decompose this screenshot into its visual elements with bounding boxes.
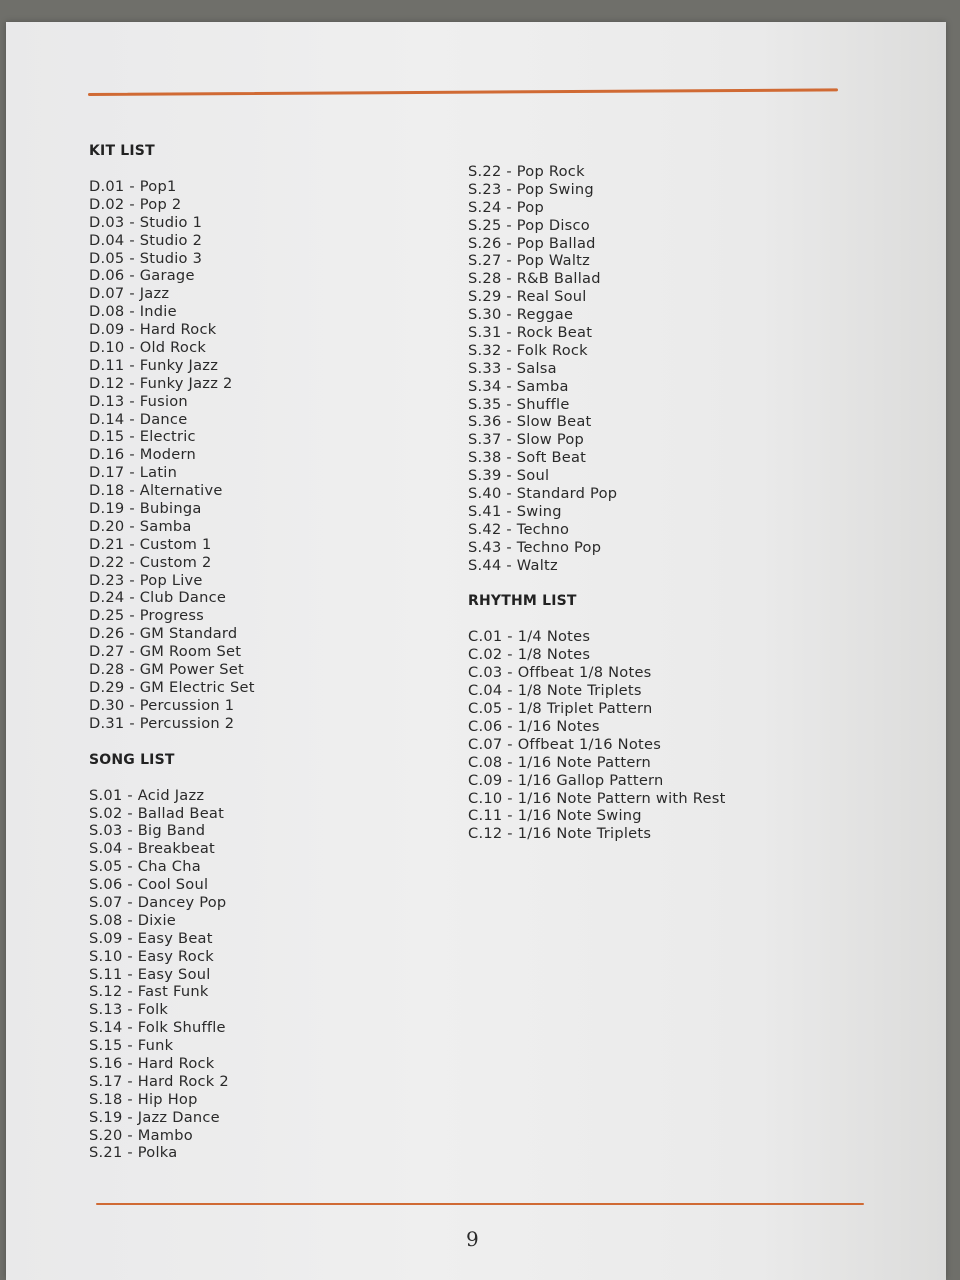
- list-item: S.13 - Folk: [89, 1001, 169, 1019]
- top-orange-rule: [88, 88, 838, 96]
- list-item: S.27 - Pop Waltz: [468, 252, 591, 270]
- list-item: D.03 - Studio 1: [89, 213, 203, 231]
- list-item: S.39 - Soul: [468, 467, 550, 485]
- list-item: D.29 - GM Electric Set: [89, 678, 255, 696]
- list-item: C.08 - 1/16 Note Pattern: [468, 753, 652, 771]
- song-list-left: [89, 787, 419, 1163]
- list-item: S.30 - Reggae: [468, 306, 574, 324]
- manual-page: [6, 22, 946, 1280]
- list-item: S.31 - Rock Beat: [468, 324, 593, 342]
- list-item: S.19 - Jazz Dance: [89, 1108, 220, 1126]
- list-item: S.02 - Ballad Beat: [89, 804, 225, 822]
- list-item: D.27 - GM Room Set: [89, 643, 242, 661]
- list-item: S.21 - Polka: [89, 1144, 178, 1162]
- list-item: S.15 - Funk: [89, 1037, 174, 1055]
- list-item: S.18 - Hip Hop: [89, 1090, 198, 1108]
- list-item: D.05 - Studio 3: [89, 249, 203, 267]
- list-item: S.36 - Slow Beat: [468, 413, 592, 431]
- list-item: D.31 - Percussion 2: [89, 714, 235, 732]
- list-item: S.32 - Folk Rock: [468, 341, 588, 359]
- list-item: D.06 - Garage: [89, 267, 195, 285]
- list-item: S.44 - Waltz: [468, 556, 558, 574]
- list-item: D.17 - Latin: [89, 464, 178, 482]
- list-item: D.22 - Custom 2: [89, 553, 212, 571]
- left-column: [89, 142, 419, 1162]
- list-item: S.23 - Pop Swing: [468, 180, 594, 198]
- rhythm-list-heading: RHYTHM LIST: [468, 593, 577, 610]
- list-item: S.25 - Pop Disco: [468, 216, 590, 234]
- list-item: S.40 - Standard Pop: [468, 485, 618, 503]
- list-item: D.30 - Percussion 1: [89, 696, 235, 714]
- list-item: S.04 - Breakbeat: [89, 840, 215, 858]
- list-item: C.05 - 1/8 Triplet Pattern: [468, 700, 653, 718]
- list-item: C.12 - 1/16 Note Triplets: [468, 825, 652, 843]
- list-item: D.10 - Old Rock: [89, 339, 207, 357]
- list-item: D.19 - Bubinga: [89, 500, 202, 518]
- list-item: S.26 - Pop Ballad: [468, 234, 596, 252]
- bottom-orange-rule: [96, 1203, 864, 1205]
- list-item: D.23 - Pop Live: [89, 571, 203, 589]
- list-item: S.41 - Swing: [468, 502, 562, 520]
- list-item: S.38 - Soft Beat: [468, 449, 587, 467]
- rhythm-list: [468, 628, 888, 843]
- list-item: S.22 - Pop Rock: [468, 163, 585, 180]
- list-item: D.02 - Pop 2: [89, 195, 182, 213]
- list-item: S.37 - Slow Pop: [468, 431, 585, 449]
- song-list-heading: SONG LIST: [89, 751, 175, 768]
- list-item: S.42 - Techno: [468, 520, 570, 538]
- list-item: S.43 - Techno Pop: [468, 538, 602, 556]
- song-list-right: [468, 163, 888, 574]
- list-item: D.26 - GM Standard: [89, 625, 238, 643]
- list-item: S.01 - Acid Jazz: [89, 786, 205, 804]
- list-item: D.01 - Pop1: [89, 178, 177, 195]
- list-item: S.29 - Real Soul: [468, 288, 587, 306]
- list-item: C.07 - Offbeat 1/16 Notes: [468, 735, 662, 753]
- list-item: D.21 - Custom 1: [89, 535, 212, 553]
- list-item: S.28 - R&B Ballad: [468, 270, 601, 288]
- list-item: S.07 - Dancey Pop: [89, 893, 227, 911]
- list-item: D.13 - Fusion: [89, 392, 188, 410]
- list-item: S.24 - Pop: [468, 198, 544, 216]
- list-item: D.14 - Dance: [89, 410, 188, 428]
- list-item: S.03 - Big Band: [89, 822, 206, 840]
- list-item: D.09 - Hard Rock: [89, 321, 217, 339]
- kit-list-heading: KIT LIST: [89, 143, 155, 159]
- list-item: S.09 - Easy Beat: [89, 929, 213, 947]
- list-item: D.16 - Modern: [89, 446, 196, 464]
- list-item: S.33 - Salsa: [468, 359, 557, 377]
- page-number: 9: [466, 1227, 479, 1251]
- list-item: S.14 - Folk Shuffle: [89, 1019, 226, 1037]
- list-item: S.35 - Shuffle: [468, 395, 570, 413]
- list-item: D.11 - Funky Jazz: [89, 356, 219, 374]
- list-item: S.05 - Cha Cha: [89, 858, 201, 876]
- right-column: [468, 163, 888, 843]
- list-item: D.07 - Jazz: [89, 285, 170, 303]
- list-item: C.09 - 1/16 Gallop Pattern: [468, 771, 664, 789]
- list-item: S.16 - Hard Rock: [89, 1054, 215, 1072]
- list-item: C.02 - 1/8 Notes: [468, 646, 591, 664]
- list-item: D.18 - Alternative: [89, 482, 223, 500]
- list-item: S.08 - Dixie: [89, 911, 176, 929]
- list-item: C.01 - 1/4 Notes: [468, 628, 591, 646]
- list-item: D.15 - Electric: [89, 428, 196, 446]
- list-item: S.11 - Easy Soul: [89, 965, 211, 983]
- list-item: C.06 - 1/16 Notes: [468, 717, 600, 735]
- list-item: C.03 - Offbeat 1/8 Notes: [468, 664, 652, 682]
- list-item: S.20 - Mambo: [89, 1126, 193, 1144]
- kit-list: [89, 178, 419, 733]
- list-item: D.08 - Indie: [89, 303, 177, 321]
- list-item: C.10 - 1/16 Note Pattern with Rest: [468, 789, 726, 807]
- list-item: S.10 - Easy Rock: [89, 947, 214, 965]
- list-item: C.04 - 1/8 Note Triplets: [468, 682, 642, 700]
- list-item: D.28 - GM Power Set: [89, 661, 245, 679]
- list-item: D.24 - Club Dance: [89, 589, 227, 607]
- list-item: D.04 - Studio 2: [89, 231, 203, 249]
- list-item: D.25 - Progress: [89, 607, 205, 625]
- list-item: S.17 - Hard Rock 2: [89, 1072, 229, 1090]
- list-item: S.06 - Cool Soul: [89, 876, 209, 894]
- list-item: D.20 - Samba: [89, 517, 192, 535]
- list-item: S.12 - Fast Funk: [89, 983, 209, 1001]
- list-item: D.12 - Funky Jazz 2: [89, 374, 233, 392]
- list-item: C.11 - 1/16 Note Swing: [468, 807, 642, 825]
- list-item: S.34 - Samba: [468, 377, 569, 395]
